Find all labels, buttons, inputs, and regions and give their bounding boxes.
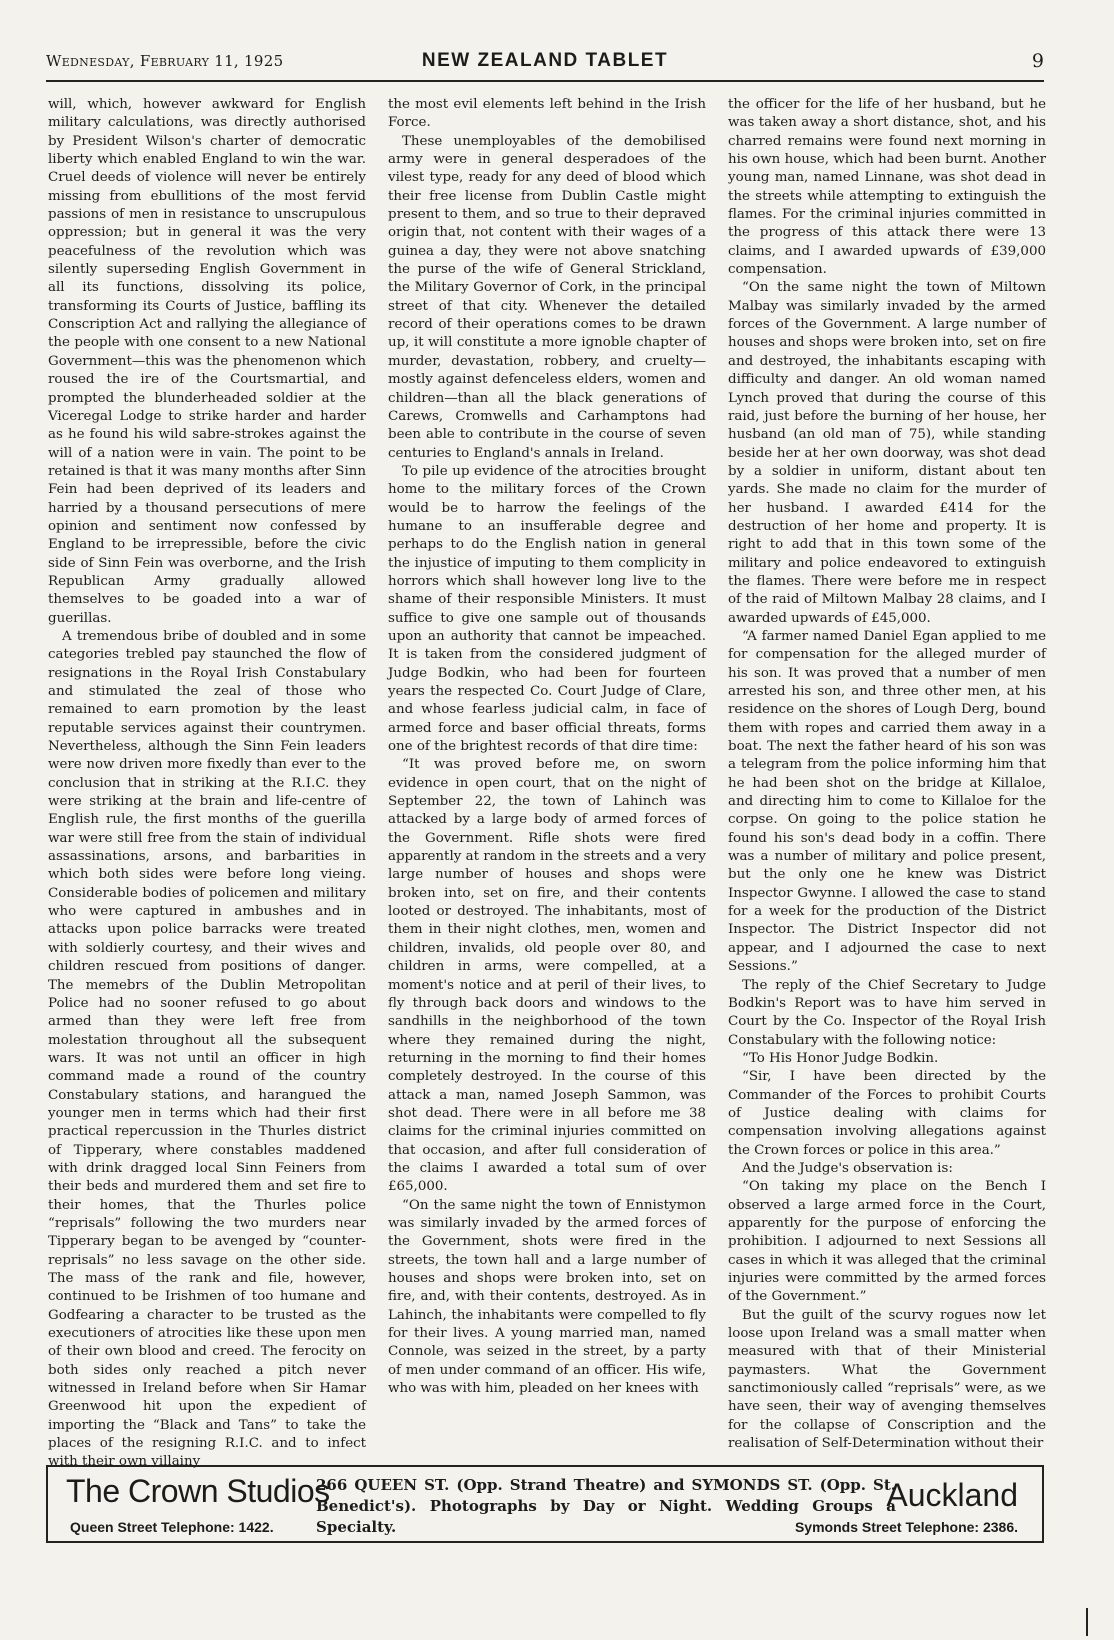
paragraph: “Sir, I have been directed by the Commander of the Forces to prohibit Courts of Justice dealing with claims for compensation involving allegations against the Crown forces or police in this area.” (728, 1069, 1046, 1158)
column-1 (48, 96, 366, 1470)
advertiser-address: 266 QUEEN ST. (Opp. Strand Theatre) and SYMONDS ST. (Opp. St. Benedict's). Photographs by Day or Night. Wedding Groups a Specialty. (316, 1476, 896, 1536)
page-number: 9 (1031, 50, 1044, 72)
paragraph: The reply of the Chief Secretary to Judge Bodkin's Report was to have him served in Court by the Co. Inspector of the Royal Irish Constabulary with the following notice: (728, 977, 1046, 1048)
paragraph: “It was proved before me, on sworn evidence in open court, that on the night of September 22, the town of Lahinch was attacked by a large body of armed forces of the Government. Rifle shots were fired apparently at random in the streets and a very large number of houses and shops were broken into, set on fire, and their contents looted or destroyed. The inhabitants, most of them in their night clothes, men, women and children, invalids, old people over 80, and children in arms, were compelled, at a moment's notice and at peril of their lives, to fly through back doors and windows to the sandhills in the neighborhood of the town where they remained during the night, returning in the morning to find their homes completely destroyed. In the course of this attack a man, named Joseph Sammon, was shot dead. There were in all before me 38 claims for the criminal injuries committed on that occasion, and after full consideration of the claims I awarded a total sum of over £65,000. (388, 757, 706, 1195)
paragraph: And the Judge's observation is: (742, 1160, 953, 1176)
article-body (48, 96, 1046, 1470)
advertiser-city: Auckland (886, 1477, 1018, 1513)
margin-rule (1086, 1608, 1088, 1636)
advertiser-name: The Crown Studios (66, 1473, 330, 1509)
paragraph: “On the same night the town of Ennistymon was similarly invaded by the armed forces of the Government, shots were fired in the streets, the town hall and a large number of houses and shops were broken into, set on fire, and, with their contents, destroyed. As in Lahinch, the inhabitants were compelled to fly for their lives. A young married man, named Connole, was seized in the street, by a party of men under command of an officer. His wife, who was with him, pleaded on her knees with (388, 1197, 706, 1397)
paragraph: will, which, however awkward for English military calculations, was directly authorised by President Wilson's charter of democratic liberty which enabled England to win the war. Cruel deeds of violence will never be entirely missing from ebullitions of the most fervid passions of men in resistance to unscrupulous oppression; but in general it was the very peacefulness of the revolution which was silently superseding English Government in all its functions, dissolving its police, transforming its Courts of Justice, baffling its Conscription Act and rallying the allegiance of the people with one consent to a new National Government—this was the phenomenon which roused the ire of the Courtsmartial, and prompted the blunderheaded soldier at the Viceregal Lodge to strike harder and harder as he found his wild sabre-strokes against the will of a nation were in vain. The point to be retained is that it was many months after Sinn Fein had been deprived of its leaders and harried by a thousand persecutions of mere opinion and sentiment now confessed by England to be irrepressible, before the civic side of Sinn Fein was overborne, and the Irish Republican Army gradually allowed themselves to be goaded into a war of guerillas. (48, 97, 366, 626)
paragraph: “A farmer named Daniel Egan applied to me for compensation for the alleged murder of his son. It was proved that a number of men arrested his son, and three other men, at his residence on the shores of Lough Derg, bound them with ropes and carried them away in a boat. The next the father heard of his son was a telegram from the police informing him that he had been shot on the bridge at Killaloe, and directing him to come to Killaloe for the corpse. On going to the police station he found his son's dead body in a coffin. There was a number of military and police present, but the only one he knew was District Inspector Gwynne. I allowed the case to stand for a week for the production of the District Inspector. The District Inspector did not appear, and I adjourned the case to next Sessions.” (728, 628, 1046, 975)
advertisement-box (46, 1465, 1044, 1543)
paragraph: the most evil elements left behind in the Irish Force. (388, 97, 706, 131)
paragraph: “To His Honor Judge Bodkin. (742, 1050, 939, 1066)
issue-date: Wednesday, February 11, 1925 (46, 52, 284, 70)
paragraph: These unemployables of the demobilised army were in general desperadoes of the vilest type, ready for any deed of blood which their free license from Dublin Castle might present to them, and so true to their depraved origin that, not content with their wages of a guinea a day, they were not above snatching the purse of the wife of General Strickland, the Military Governor of Cork, in the principal street of that city. Whenever the detailed record of their operations comes to be drawn up, it will constitute a more ignoble chapter of murder, devastation, robbery, and cruelty—mostly against defenceless elders, women and children—than all the black generations of Carews, Cromwells and Carhamptons had been able to contribute in the course of seven centuries to England's annals in Ireland. (388, 133, 706, 461)
paragraph: “On taking my place on the Bench I observed a large armed force in the Court, apparently for the purpose of enforcing the prohibition. I adjourned to next Sessions all cases in which it was alleged that the criminal injuries were committed by the armed forces of the Government.” (728, 1179, 1046, 1305)
paragraph: “On the same night the town of Miltown Malbay was similarly invaded by the armed forces of the Government. A large number of houses and shops were broken into, set on fire and destroyed, the inhabitants escaping with difficulty and danger. An old woman named Lynch proved that during the course of this raid, just before the burning of her house, her husband (an old man of 75), while standing beside her at her own doorway, was shot dead by a soldier in uniform, distant about ten yards. She made no claim for the murder of her husband. I awarded £414 for the destruction of her home and property. It is right to add that in this town some of the military and police endeavored to extinguish the flames. There were before me in respect of the raid of Miltown Malbay 28 claims, and I awarded upwards of £45,000. (728, 280, 1046, 626)
paragraph: But the guilt of the scurvy rogues now let loose upon Ireland was a small matter when measured with that of their Ministerial paymasters. What the Government sanctimoniously called “reprisals” were, as we have seen, their way of avenging themselves for the collapse of Conscription and the realisation of Self-Determination without their (728, 1307, 1046, 1452)
publication-title: NEW ZEALAND TABLET (421, 50, 669, 71)
masthead (46, 44, 1044, 82)
paragraph: the officer for the life of her husband, but he was taken away a short distance, shot, and his charred remains were found next morning in his own house, which had been burnt. Another young man, named Linnane, was shot dead in the streets while attempting to extinguish the flames. For the criminal injuries committed in the progress of this attack there were 13 claims, and I awarded upwards of £39,000 compensation. (728, 97, 1046, 278)
paragraph: A tremendous bribe of doubled and in some categories trebled pay staunched the flow of resignations in the Royal Irish Constabulary and stimulated the zeal of those who remained to earn promotion by the least reputable services against their countrymen. Nevertheless, although the Sinn Fein leaders were now driven more fixedly than ever to the conclusion that in striking at the R.I.C. they were striking at the brain and life-centre of English rule, the first months of the guerilla war were still free from the stain of individual assassinations, arsons, and barbarities in which both sides were before long vieing. Considerable bodies of policemen and military who were captured in ambushes and in attacks upon police barracks were treated with soldierly courtesy, and their wives and children rescued from positions of danger. The memebrs of the Dublin Metropolitan Police had no sooner refused to go about armed than they were left free from molestation throughout all the subsequent wars. It was not until an officer in high command made a round of the country Constabulary stations, and harangued the younger men in terms which had their first practical repercussion in the Thurles district of Tipperary, where constables maddened with drink dragged local Sinn Feiners from their beds and murdered them and set fire to their homes, that the Thurles police “reprisals” following the two murders near Tipperary began to be avenged by “counter-reprisals” no less savage on the other side. The mass of the rank and file, however, continued to be Irishmen of too humane and Godfearing a character to be trusted as the executioners of atrocities like these upon men of their own blood and creed. The ferocity on both sides only reached a pitch never witnessed in Ireland before when Sir Hamar Greenwood hit upon the expedient of importing the “Black and Tans” to take the places of the resigning R.I.C. and to infect with their own villainy (48, 628, 366, 1470)
advertiser-phone-queen-street: Queen Street Telephone: 1422. (70, 1519, 274, 1535)
column-3 (728, 96, 1046, 1452)
advertiser-phone-symonds-street: Symonds Street Telephone: 2386. (794, 1519, 1018, 1535)
paragraph: To pile up evidence of the atrocities brought home to the military forces of the Crown would be to harrow the feelings of the humane to an insufferable degree and perhaps to do the English nation in general the injustice of imputing to them complicity in horrors which shall however long live to the shame of their responsible Ministers. It must suffice to give one sample out of thousands upon an authority that cannot be impeached. It is taken from the considered judgment of Judge Bodkin, who had been for fourteen years the respected Co. Court Judge of Clare, and whose fearless judicial calm, in face of armed force and baser official threats, forms one of the brightest records of that dire time: (388, 463, 706, 755)
column-2 (388, 96, 706, 1452)
